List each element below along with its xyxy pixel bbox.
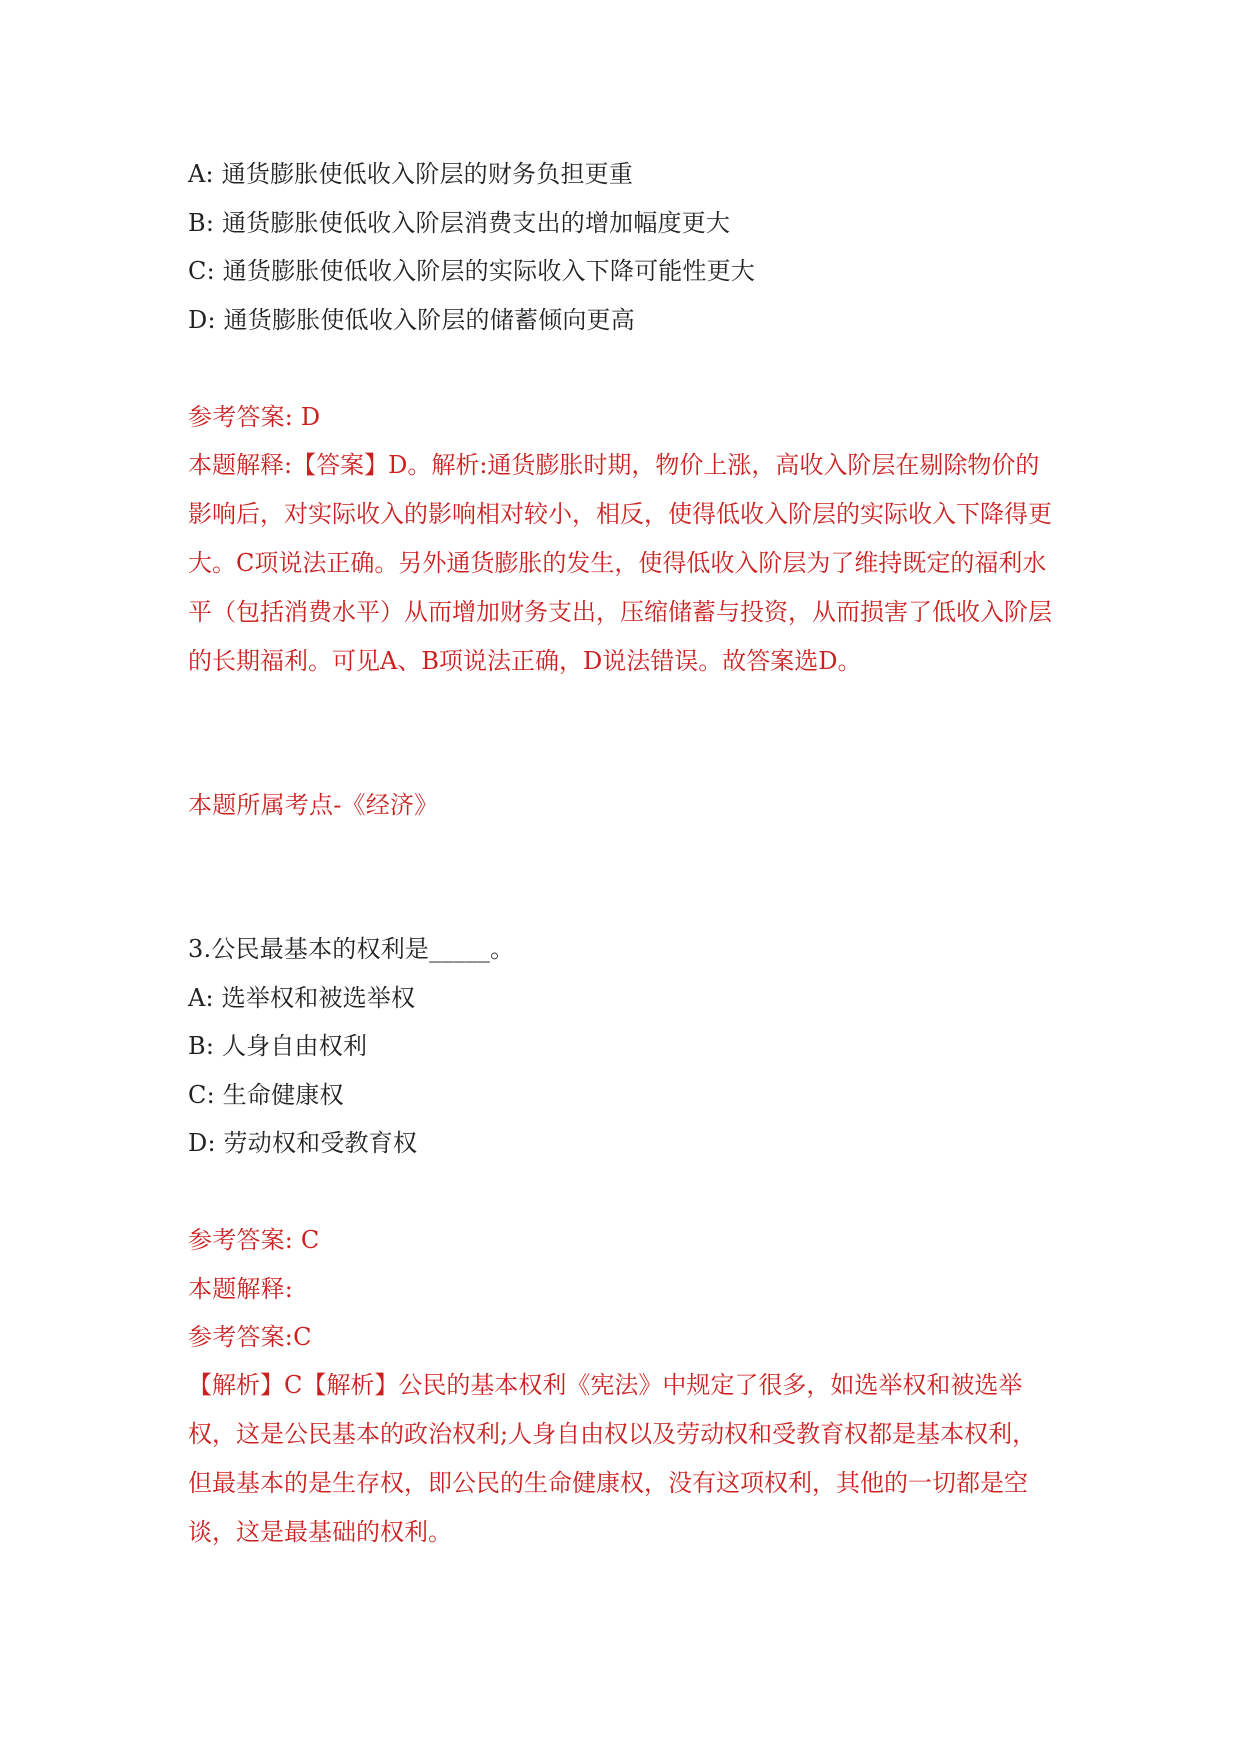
q2-option-c: C: 通货膨胀使低收入阶层的实际收入下降可能性更大 xyxy=(188,257,756,285)
q2-topic: 本题所属考点-《经济》 xyxy=(188,791,439,819)
q3-option-b: B: 人身自由权利 xyxy=(188,1032,368,1060)
q3-option-c: C: 生命健康权 xyxy=(188,1081,344,1109)
q2-explanation: 本题解释:【答案】D。解析:通货膨胀时期，物价上涨，高收入阶层在剔除物价的影响后，对实际收入的影响相对较小，相反，使得低收入阶层的实际收入下降得更大。C项说法正确。另外通货膨胀的发生，使得低收入阶层为了维持既定的福利水平（包括消费水平）从而增加财务支出，压缩储蓄与投资，从而损害了低收入阶层的长期福利。可见A、B项说法正确，D说法错误。故答案选D。 xyxy=(188,451,1052,675)
q2-option-a: A: 通货膨胀使低收入阶层的财务负担更重 xyxy=(188,160,634,188)
q2-option-b: B: 通货膨胀使低收入阶层消费支出的增加幅度更大 xyxy=(188,209,731,237)
q2-option-d: D: 通货膨胀使低收入阶层的储蓄倾向更高 xyxy=(188,306,635,334)
q3-question: 3.公民最基本的权利是_____。 xyxy=(188,935,515,963)
q3-answer: 参考答案: C xyxy=(188,1226,320,1254)
q3-explanation: 【解析】C【解析】公民的基本权利《宪法》中规定了很多，如选举权和被选举权，这是公民基本的政治权利;人身自由权以及劳动权和受教育权都是基本权利，但最基本的是生存权，即公民的生命健康权，没有这项权利，其他的一切都是空谈，这是最基础的权利。 xyxy=(188,1371,1037,1546)
q2-answer: 参考答案: D xyxy=(188,403,321,431)
q3-option-d: D: 劳动权和受教育权 xyxy=(188,1129,418,1157)
q3-answer-repeat: 参考答案:C xyxy=(188,1323,312,1351)
q3-option-a: A: 选举权和被选举权 xyxy=(188,984,416,1012)
q3-explanation-label: 本题解释: xyxy=(188,1275,294,1303)
